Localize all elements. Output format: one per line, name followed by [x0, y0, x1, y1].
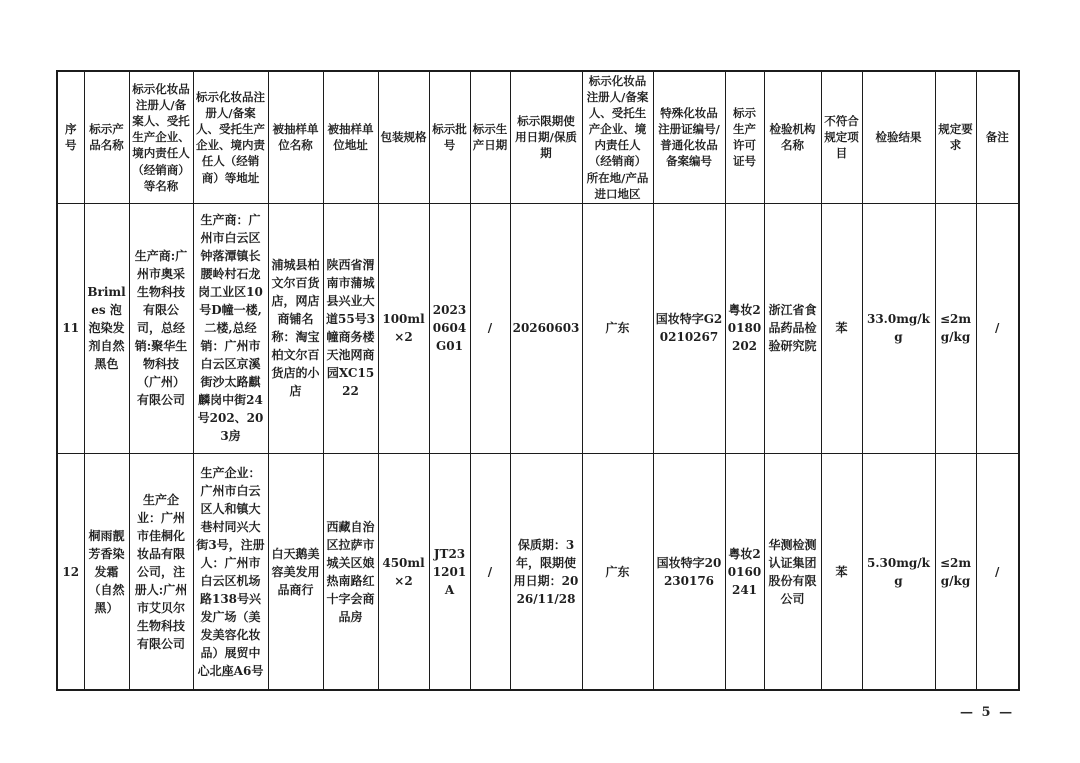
- cell-noncompliant-item: 苯: [821, 203, 862, 453]
- header-expiry-date: 标示限期使用日期/保质期: [510, 71, 582, 203]
- cell-registrant-location: 广东: [582, 453, 653, 690]
- cell-noncompliant-item: 苯: [821, 453, 862, 690]
- header-remarks: 备注: [976, 71, 1019, 203]
- header-product-name: 标示产品名称: [84, 71, 129, 203]
- header-inspection-result: 检验结果: [862, 71, 935, 203]
- header-production-license: 标示生产许可证号: [725, 71, 764, 203]
- cell-inspection-agency: 华测检测认证集团股份有限公司: [764, 453, 821, 690]
- header-specified-requirement: 规定要求: [935, 71, 976, 203]
- cell-production-license: 粤妆20160241: [725, 453, 764, 690]
- cell-expiry-date: 保质期：3年，限期使用日期：2026/11/28: [510, 453, 582, 690]
- header-batch-number: 标示批号: [429, 71, 470, 203]
- header-registration-number: 特殊化妆品注册证编号/普通化妆品备案编号: [653, 71, 725, 203]
- cell-registrant-name: 生产企业：广州市佳桐化妆品有限公司，注册人:广州市艾贝尔生物科技有限公司: [129, 453, 193, 690]
- cell-remarks: /: [976, 453, 1019, 690]
- cell-sampled-unit-address: 陕西省渭南市蒲城县兴业大道55号3幢商务楼天池网商园XC1522: [323, 203, 378, 453]
- header-registrant-location: 标示化妆品注册人/备案人、受托生产企业、境内责任人（经销商）所在地/产品进口地区: [582, 71, 653, 203]
- cell-seq: 12: [57, 453, 84, 690]
- header-production-date: 标示生产日期: [470, 71, 510, 203]
- cell-registration-number: 国妆特字G20210267: [653, 203, 725, 453]
- cell-sampled-unit-address: 西藏自治区拉萨市城关区娘热南路红十字会商品房: [323, 453, 378, 690]
- header-registrant-name: 标示化妆品注册人/备案人、受托生产企业、境内责任人（经销商）等名称: [129, 71, 193, 203]
- cell-registrant-address: 生产企业：广州市白云区人和镇大巷村同兴大街3号，注册人：广州市白云区机场路138号兴发广场（美发美容化妆品）展贸中心北座A6号: [193, 453, 268, 690]
- cell-inspection-agency: 浙江省食品药品检验研究院: [764, 203, 821, 453]
- cell-batch-number: 20230604G01: [429, 203, 470, 453]
- cell-packaging-spec: 450ml×2: [378, 453, 429, 690]
- header-sampled-unit-name: 被抽样单位名称: [268, 71, 323, 203]
- cell-remarks: /: [976, 203, 1019, 453]
- cell-registrant-name: 生产商:广州市奥采生物科技有限公司，总经销:聚华生物科技（广州）有限公司: [129, 203, 193, 453]
- table-header-row: [57, 71, 1019, 203]
- cell-seq: 11: [57, 203, 84, 453]
- header-seq: 序号: [57, 71, 84, 203]
- cell-specified-requirement: ≤2mg/kg: [935, 453, 976, 690]
- header-noncompliant-item: 不符合规定项目: [821, 71, 862, 203]
- cell-batch-number: JT231201A: [429, 453, 470, 690]
- cell-inspection-result: 33.0mg/kg: [862, 203, 935, 453]
- header-registrant-address: 标示化妆品注册人/备案人、受托生产企业、境内责任人（经销商）等地址: [193, 71, 268, 203]
- header-sampled-unit-address: 被抽样单位地址: [323, 71, 378, 203]
- table-row-11: [57, 203, 1019, 453]
- cell-production-license: 粤妆20180202: [725, 203, 764, 453]
- cell-packaging-spec: 100ml×2: [378, 203, 429, 453]
- cell-expiry-date: 20260603: [510, 203, 582, 453]
- header-inspection-agency: 检验机构名称: [764, 71, 821, 203]
- header-packaging-spec: 包装规格: [378, 71, 429, 203]
- inspection-results-table: [56, 70, 1020, 691]
- table-row-12: [57, 453, 1019, 690]
- cell-registrant-location: 广东: [582, 203, 653, 453]
- cell-product-name: 桐雨靓芳香染发霜（自然黑）: [84, 453, 129, 690]
- page-number: — 5 —: [960, 705, 1015, 720]
- cell-registration-number: 国妆特字20230176: [653, 453, 725, 690]
- cell-sampled-unit-name: 白天鹅美容美发用品商行: [268, 453, 323, 690]
- cell-registrant-address: 生产商：广州市白云区钟落潭镇长腰岭村石龙岗工业区10号D幢一楼,二楼,总经销：广州市白云区京溪街沙太路麒麟岗中街24号202、203房: [193, 203, 268, 453]
- cell-inspection-result: 5.30mg/kg: [862, 453, 935, 690]
- cell-sampled-unit-name: 浦城县柏文尔百货店，网店商铺名称：淘宝柏文尔百货店的小店: [268, 203, 323, 453]
- cell-specified-requirement: ≤2mg/kg: [935, 203, 976, 453]
- cell-production-date: /: [470, 203, 510, 453]
- cell-production-date: /: [470, 453, 510, 690]
- cell-product-name: Brimles 泡泡染发剂自然黑色: [84, 203, 129, 453]
